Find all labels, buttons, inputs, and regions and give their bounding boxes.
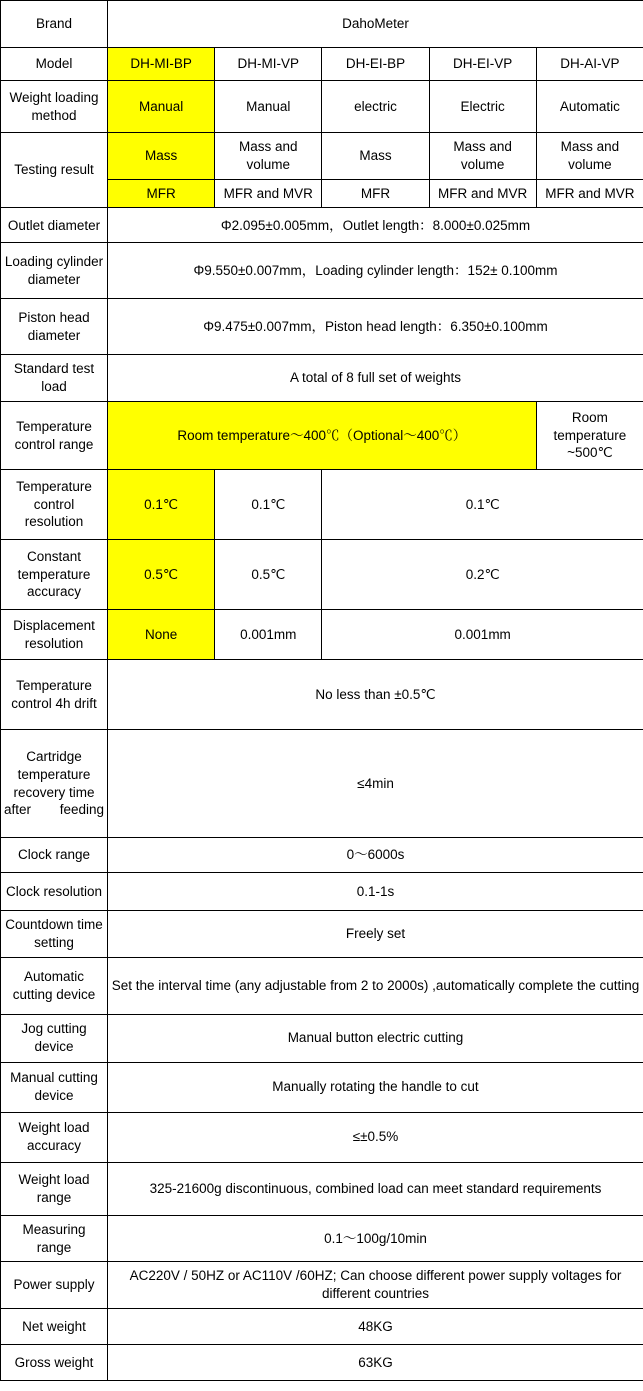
table-row [1,1162,643,1215]
cell-manual-cutting-device-0: Manually rotating the handle to cut [108,1062,643,1112]
row-label-jog-cutting-device: Jog cutting device [1,1014,108,1062]
cell-testing-result-2-2: MFR [322,179,429,208]
row-label-weight-load-accuracy: Weight load accuracy [1,1112,108,1162]
row-label-gross-weight: Gross weight [1,1344,108,1380]
cell-testing-result-2-4: MFR and MVR [536,179,643,208]
row-label-temperature-control-range: Temperature control range [1,402,108,470]
row-label-weight-loading-method: Weight loading method [1,81,108,133]
specification-table-body [1,1,643,1381]
table-row [1,540,643,610]
row-label-loading-cylinder-diameter: Loading cylinder diameter [1,243,108,299]
row-label-automatic-cutting-device: Automatic cutting device [1,957,108,1014]
table-row [1,1,643,48]
table-row [1,730,643,838]
row-label-standard-test-load: Standard test load [1,355,108,402]
row-label-temperature-control-4h-drift: Temperature control 4h drift [1,660,108,730]
row-label-constant-temperature-accuracy: Constant temperature accuracy [1,540,108,610]
cell-constant-temperature-accuracy-2: 0.2℃ [322,540,643,610]
cell-testing-result-2-0: MFR [108,179,215,208]
cell-power-supply-0: AC220V / 50HZ or AC110V /60HZ; Can choose different power supply voltages for different countries [108,1262,643,1309]
cell-weight-load-range-0: 325-21600g discontinuous, combined load can meet standard requirements [108,1162,643,1215]
cell-weight-loading-method-2: electric [322,81,429,133]
table-row [1,133,643,180]
table-row [1,957,643,1014]
table-row [1,243,643,299]
cell-standard-test-load-0: A total of 8 full set of weights [108,355,643,402]
row-label-temperature-control-resolution: Temperature control resolution [1,470,108,540]
cell-jog-cutting-device-0: Manual button electric cutting [108,1014,643,1062]
row-label-displacement-resolution: Displacement resolution [1,610,108,660]
row-label-power-supply: Power supply [1,1262,108,1309]
table-row [1,402,643,470]
cell-automatic-cutting-device-0: Set the interval time (any adjustable from 2 to 2000s) ,automatically complete the cutting [108,957,643,1014]
table-row [1,355,643,402]
row-label-testing-result-1: Testing result [1,133,108,208]
table-row [1,1215,643,1262]
table-row [1,208,643,243]
cell-net-weight-0: 48KG [108,1308,643,1344]
table-row [1,610,643,660]
row-label-model: Model [1,48,108,81]
row-label-countdown-time-setting: Countdown time setting [1,911,108,958]
table-row [1,911,643,958]
cell-countdown-time-setting-0: Freely set [108,911,643,958]
cell-testing-result-1-2: Mass [322,133,429,180]
cell-weight-loading-method-0: Manual [108,81,215,133]
cell-brand-0: DahoMeter [108,1,643,48]
cell-gross-weight-0: 63KG [108,1344,643,1380]
cell-weight-loading-method-3: Electric [429,81,536,133]
cell-testing-result-1-4: Mass and volume [536,133,643,180]
row-label-clock-resolution: Clock resolution [1,873,108,911]
cell-displacement-resolution-1: 0.001mm [215,610,322,660]
table-row [1,470,643,540]
cell-clock-resolution-0: 0.1-1s [108,873,643,911]
table-row [1,660,643,730]
cell-piston-head-diameter-0: Φ9.475±0.007mm，Piston head length：6.350±0.100mm [108,299,643,355]
cell-temperature-control-range-1: Room temperature ~500℃ [536,402,643,470]
cell-outlet-diameter-0: Φ2.095±0.005mm，Outlet length：8.000±0.025mm [108,208,643,243]
cell-displacement-resolution-0: None [108,610,215,660]
cell-model-1: DH-MI-VP [215,48,322,81]
cell-model-0: DH-MI-BP [108,48,215,81]
cell-testing-result-1-3: Mass and volume [429,133,536,180]
cell-weight-loading-method-4: Automatic [536,81,643,133]
cell-testing-result-2-1: MFR and MVR [215,179,322,208]
cell-measuring-range-0: 0.1～100g/10min [108,1215,643,1262]
table-row [1,1014,643,1062]
table-row [1,1262,643,1309]
table-row [1,838,643,873]
row-label-manual-cutting-device: Manual cutting device [1,1062,108,1112]
cell-testing-result-2-3: MFR and MVR [429,179,536,208]
row-label-piston-head-diameter: Piston head diameter [1,299,108,355]
cell-model-4: DH-AI-VP [536,48,643,81]
cell-temperature-control-range-0: Room temperature～400℃（Optional～400℃） [108,402,537,470]
cell-testing-result-1-1: Mass and volume [215,133,322,180]
cell-loading-cylinder-diameter-0: Φ9.550±0.007mm，Loading cylinder length：152± 0.100mm [108,243,643,299]
row-label-net-weight: Net weight [1,1308,108,1344]
cell-temperature-control-resolution-1: 0.1℃ [215,470,322,540]
table-row [1,81,643,133]
row-label-brand: Brand [1,1,108,48]
cell-displacement-resolution-2: 0.001mm [322,610,643,660]
cell-model-2: DH-EI-BP [322,48,429,81]
table-row [1,299,643,355]
row-label-clock-range: Clock range [1,838,108,873]
cell-testing-result-1-0: Mass [108,133,215,180]
row-label-weight-load-range: Weight load range [1,1162,108,1215]
table-row [1,1112,643,1162]
cell-weight-load-accuracy-0: ≤±0.5% [108,1112,643,1162]
table-row [1,873,643,911]
table-row [1,1344,643,1380]
cell-weight-loading-method-1: Manual [215,81,322,133]
table-row [1,1062,643,1112]
row-label-cartridge-temperature-recovery: Cartridge temperature recovery time after feeding [1,730,108,838]
cell-constant-temperature-accuracy-1: 0.5℃ [215,540,322,610]
row-label-outlet-diameter: Outlet diameter [1,208,108,243]
cell-cartridge-temperature-recovery-0: ≤4min [108,730,643,838]
cell-model-3: DH-EI-VP [429,48,536,81]
table-row [1,1308,643,1344]
table-row [1,48,643,81]
cell-temperature-control-resolution-0: 0.1℃ [108,470,215,540]
cell-temperature-control-resolution-2: 0.1℃ [322,470,643,540]
cell-clock-range-0: 0～6000s [108,838,643,873]
row-label-measuring-range: Measuring range [1,1215,108,1262]
cell-constant-temperature-accuracy-0: 0.5℃ [108,540,215,610]
cell-temperature-control-4h-drift-0: No less than ±0.5℃ [108,660,643,730]
